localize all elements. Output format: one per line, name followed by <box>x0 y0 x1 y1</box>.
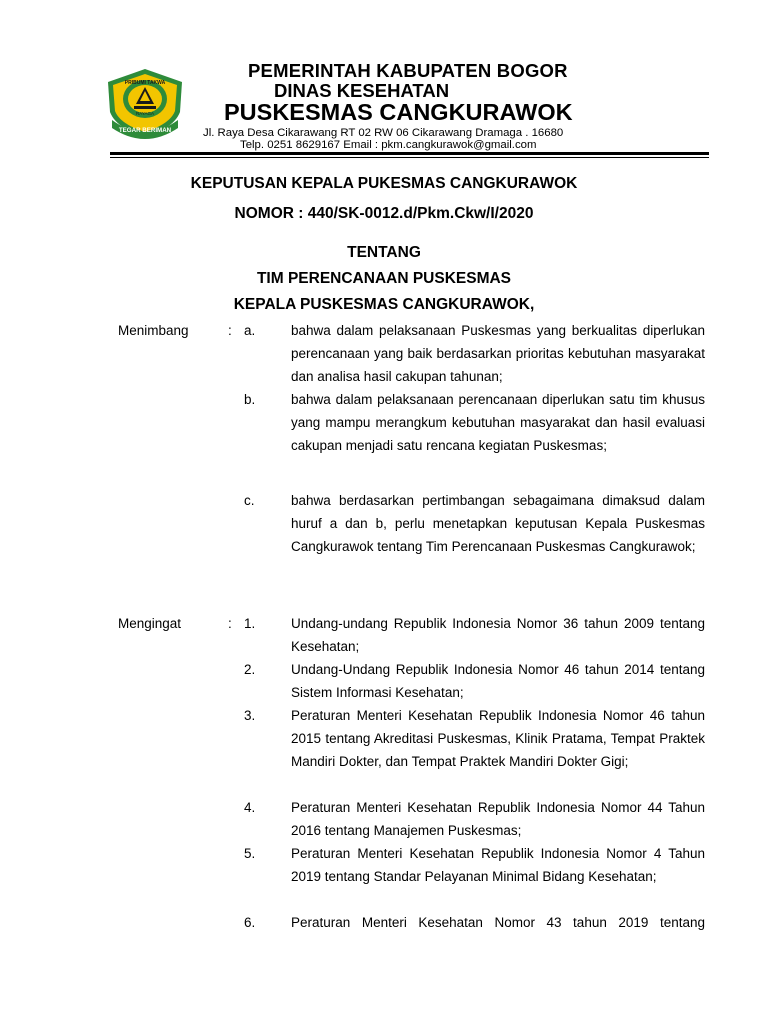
remembering-item: Peraturan Menteri Kesehatan Nomor 43 tahun 2019 tentang <box>291 915 705 930</box>
considering-item: bahwa berdasarkan pertimbangan sebagaimana dimaksud dalam huruf a dan b, perlu menetapkan keputusan Kepala Puskesmas Cangkurawok tentang Tim Perencanaan Puskesmas Cangkurawok; <box>291 493 705 554</box>
kabupaten-bogor-logo <box>104 66 186 140</box>
letterhead-government: PEMERINTAH KABUPATEN BOGOR <box>248 60 568 81</box>
logo-ribbon-text: TEGAR BERIMAN <box>118 127 172 134</box>
letterhead-institution: PUSKESMAS CANGKURAWOK <box>224 99 573 125</box>
remembering-marker: 2. <box>244 662 256 677</box>
decree-subject: TIM PERENCANAAN PUSKESMAS <box>256 270 512 287</box>
letterhead-contact: Telp. 0251 8629167 Email : pkm.cangkurawok@gmail.com <box>240 139 537 151</box>
decree-about-label: TENTANG <box>347 244 421 261</box>
remembering-marker: 1. <box>244 616 256 631</box>
remembering-colon: : <box>228 616 232 631</box>
considering-marker: b. <box>244 392 256 407</box>
logo-middle-text: RAYAGA <box>135 111 155 116</box>
remembering-marker: 6. <box>244 915 256 930</box>
remembering-marker: 3. <box>244 708 256 723</box>
considering-item: bahwa dalam pelaksanaan Puskesmas yang berkualitas diperlukan perencanaan yang baik berdasarkan prioritas kebutuhan masyarakat dan analisa hasil cakupan tahunan; <box>291 323 705 384</box>
logo-top-text: PRIBUMI TAKWA <box>124 80 166 86</box>
remembering-label: Mengingat <box>118 616 182 631</box>
considering-colon: : <box>228 323 232 338</box>
decree-title: KEPUTUSAN KEPALA PUKESMAS CANGKURAWOK <box>190 175 578 192</box>
remembering-item: Peraturan Menteri Kesehatan Republik Indonesia Nomor 46 tahun 2015 tentang Akreditasi Puskesmas, Klinik Pratama, Tempat Praktek Mandiri Dokter, dan Tempat Praktek Mandiri Dokter Gigi; <box>291 708 705 769</box>
remembering-item: Peraturan Menteri Kesehatan Republik Indonesia Nomor 44 Tahun 2016 tentang Manajemen Puskesmas; <box>291 800 705 838</box>
considering-marker: a. <box>244 323 256 338</box>
remembering-item: Undang-undang Republik Indonesia Nomor 36 tahun 2009 tentang Kesehatan; <box>291 616 705 654</box>
considering-label: Menimbang <box>118 323 189 338</box>
letterhead-rule-thick <box>110 152 709 155</box>
considering-item: bahwa dalam pelaksanaan perencanaan diperlukan satu tim khusus yang mampu merangkum kebutuhan masyarakat dan hasil evaluasi cakupan menjadi satu rencana kegiatan Puskesmas; <box>291 392 705 453</box>
decree-number: NOMOR : 440/SK-0012.d/Pkm.Ckw/I/2020 <box>234 205 534 222</box>
decree-issuer: KEPALA PUSKESMAS CANGKURAWOK, <box>233 296 535 313</box>
letterhead-department: DINAS KESEHATAN <box>274 80 450 101</box>
considering-marker: c. <box>244 493 255 508</box>
remembering-marker: 4. <box>244 800 256 815</box>
remembering-marker: 5. <box>244 846 256 861</box>
remembering-item: Undang-Undang Republik Indonesia Nomor 46 tahun 2014 tentang Sistem Informasi Kesehatan; <box>291 662 705 700</box>
letterhead-rule-thin <box>110 157 709 158</box>
remembering-item: Peraturan Menteri Kesehatan Republik Indonesia Nomor 4 Tahun 2019 tentang Standar Pelayanan Minimal Bidang Kesehatan; <box>291 846 705 884</box>
letterhead-address: Jl. Raya Desa Cikarawang RT 02 RW 06 Cikarawang Dramaga . 16680 <box>203 127 564 139</box>
